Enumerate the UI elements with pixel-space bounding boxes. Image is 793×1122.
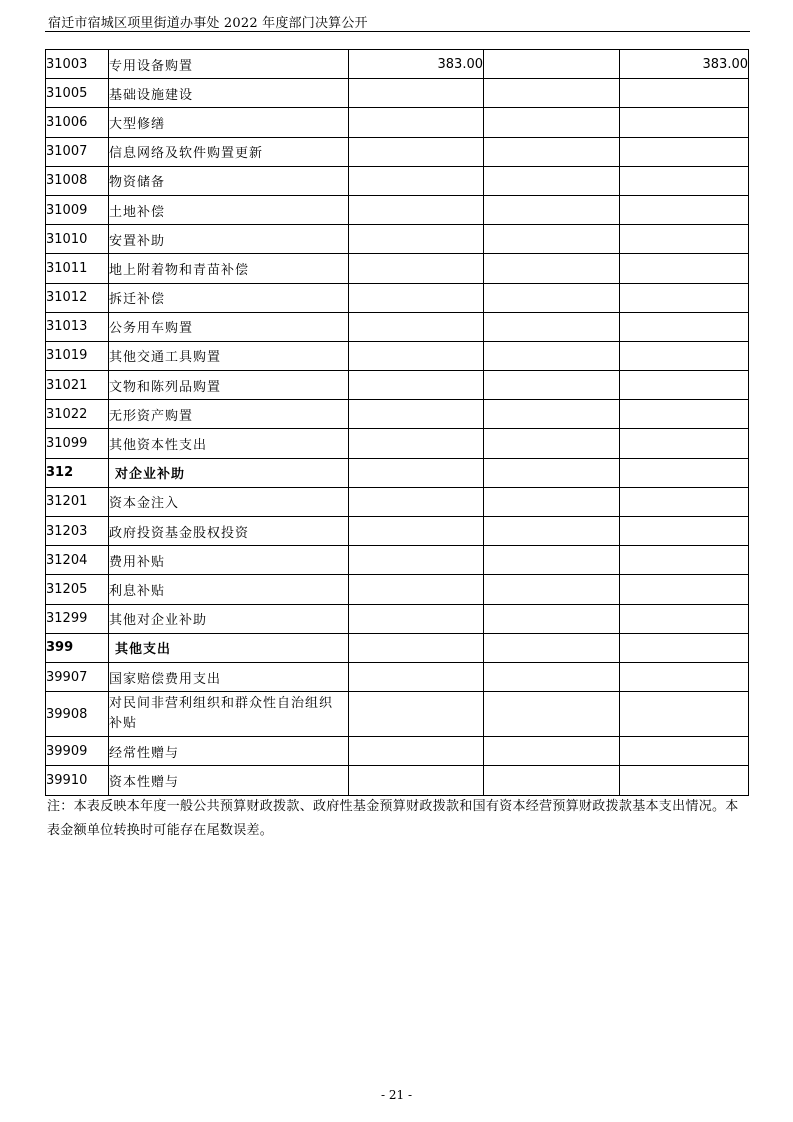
row-name: 经常性赠与 (109, 737, 349, 766)
row-value-2 (484, 692, 620, 737)
table-row (46, 517, 749, 546)
row-code: 39908 (46, 692, 109, 737)
row-value-2 (484, 225, 620, 254)
row-name: 其他对企业补助 (109, 604, 349, 633)
table-row (46, 341, 749, 370)
row-value-2 (484, 312, 620, 341)
row-code: 39907 (46, 662, 109, 691)
row-value-1 (349, 546, 484, 575)
row-name: 拆迁补偿 (109, 283, 349, 312)
row-value-3 (620, 458, 749, 487)
row-code: 31204 (46, 546, 109, 575)
row-value-1 (349, 195, 484, 224)
row-value-3 (620, 737, 749, 766)
row-value-1: 383.00 (349, 50, 484, 79)
table-row (46, 225, 749, 254)
expenditure-table (45, 49, 749, 796)
row-code: 31006 (46, 108, 109, 137)
row-code: 31010 (46, 225, 109, 254)
row-value-1 (349, 341, 484, 370)
row-value-2 (484, 766, 620, 795)
table-row (46, 487, 749, 516)
document-header: 宿迁市宿城区项里街道办事处 2022 年度部门决算公开 (48, 16, 368, 31)
row-value-2 (484, 633, 620, 662)
row-value-1 (349, 458, 484, 487)
row-value-2 (484, 458, 620, 487)
row-value-1 (349, 633, 484, 662)
row-value-2 (484, 517, 620, 546)
table-group-row (46, 458, 749, 487)
row-code: 31005 (46, 79, 109, 108)
row-value-2 (484, 50, 620, 79)
row-value-1 (349, 487, 484, 516)
table-row (46, 662, 749, 691)
row-value-2 (484, 195, 620, 224)
row-value-2 (484, 604, 620, 633)
row-value-3 (620, 225, 749, 254)
row-value-2 (484, 79, 620, 108)
row-name: 资本金注入 (109, 487, 349, 516)
row-code: 39910 (46, 766, 109, 795)
row-value-2 (484, 737, 620, 766)
row-value-1 (349, 766, 484, 795)
row-name: 其他资本性支出 (109, 429, 349, 458)
row-code: 31203 (46, 517, 109, 546)
row-name: 地上附着物和青苗补偿 (109, 254, 349, 283)
group-name: 对企业补助 (109, 458, 349, 487)
row-value-3 (620, 692, 749, 737)
row-code: 31008 (46, 166, 109, 195)
row-value-3 (620, 400, 749, 429)
table-row (46, 371, 749, 400)
table-row (46, 604, 749, 633)
table-row (46, 137, 749, 166)
row-code: 31022 (46, 400, 109, 429)
row-value-2 (484, 166, 620, 195)
row-value-2 (484, 400, 620, 429)
table-note: 注：本表反映本年度一般公共预算财政拨款、政府性基金预算财政拨款和国有资本经营预算财政拨款基本支出情况。本表金额单位转换时可能存在尾数误差。 (47, 799, 739, 838)
row-value-2 (484, 283, 620, 312)
row-name: 文物和陈列品购置 (109, 371, 349, 400)
row-name: 对民间非营利组织和群众性自治组织补贴 (109, 692, 349, 737)
row-value-3 (620, 166, 749, 195)
row-value-1 (349, 254, 484, 283)
row-name: 费用补贴 (109, 546, 349, 575)
row-value-1 (349, 662, 484, 691)
row-name: 国家赔偿费用支出 (109, 662, 349, 691)
row-value-2 (484, 429, 620, 458)
row-value-2 (484, 341, 620, 370)
row-value-1 (349, 283, 484, 312)
row-name: 政府投资基金股权投资 (109, 517, 349, 546)
row-value-1 (349, 371, 484, 400)
row-value-3 (620, 254, 749, 283)
row-value-3 (620, 662, 749, 691)
row-name: 土地补偿 (109, 195, 349, 224)
row-value-1 (349, 166, 484, 195)
row-value-1 (349, 429, 484, 458)
row-name: 资本性赠与 (109, 766, 349, 795)
row-name: 其他交通工具购置 (109, 341, 349, 370)
row-code: 31205 (46, 575, 109, 604)
row-value-1 (349, 137, 484, 166)
table-row (46, 195, 749, 224)
row-value-3 (620, 546, 749, 575)
table-row (46, 254, 749, 283)
row-value-1 (349, 517, 484, 546)
row-value-3 (620, 195, 749, 224)
row-value-3 (620, 487, 749, 516)
row-name: 公务用车购置 (109, 312, 349, 341)
row-code: 31011 (46, 254, 109, 283)
row-value-3 (620, 341, 749, 370)
row-code: 31003 (46, 50, 109, 79)
row-value-1 (349, 312, 484, 341)
table-row (46, 429, 749, 458)
row-value-2 (484, 371, 620, 400)
row-name: 利息补贴 (109, 575, 349, 604)
row-value-3 (620, 429, 749, 458)
table-row (46, 737, 749, 766)
row-code: 31021 (46, 371, 109, 400)
row-value-3: 383.00 (620, 50, 749, 79)
row-name: 安置补助 (109, 225, 349, 254)
row-code: 31099 (46, 429, 109, 458)
group-code: 312 (46, 458, 109, 487)
table-row (46, 283, 749, 312)
row-value-2 (484, 108, 620, 137)
table-row (46, 79, 749, 108)
row-value-1 (349, 400, 484, 429)
table-row (46, 546, 749, 575)
table-row (46, 312, 749, 341)
table-row (46, 692, 749, 737)
row-value-1 (349, 575, 484, 604)
row-name: 基础设施建设 (109, 79, 349, 108)
row-value-3 (620, 137, 749, 166)
row-value-2 (484, 546, 620, 575)
row-value-3 (620, 766, 749, 795)
row-value-1 (349, 737, 484, 766)
header-rule (45, 31, 750, 32)
row-code: 31013 (46, 312, 109, 341)
row-value-3 (620, 312, 749, 341)
row-name: 专用设备购置 (109, 50, 349, 79)
row-name: 信息网络及软件购置更新 (109, 137, 349, 166)
row-value-3 (620, 575, 749, 604)
row-value-1 (349, 225, 484, 254)
row-code: 31007 (46, 137, 109, 166)
row-code: 31299 (46, 604, 109, 633)
row-code: 31012 (46, 283, 109, 312)
group-code: 399 (46, 633, 109, 662)
row-value-3 (620, 517, 749, 546)
row-code: 31019 (46, 341, 109, 370)
row-value-3 (620, 283, 749, 312)
row-value-2 (484, 137, 620, 166)
table-row (46, 766, 749, 795)
row-name: 无形资产购置 (109, 400, 349, 429)
row-value-3 (620, 604, 749, 633)
table-row (46, 166, 749, 195)
table-row (46, 400, 749, 429)
row-name: 大型修缮 (109, 108, 349, 137)
row-value-1 (349, 692, 484, 737)
table-group-row (46, 633, 749, 662)
table-row (46, 108, 749, 137)
table-row (46, 575, 749, 604)
row-value-2 (484, 575, 620, 604)
row-value-2 (484, 662, 620, 691)
row-value-3 (620, 371, 749, 400)
group-name: 其他支出 (109, 633, 349, 662)
row-value-1 (349, 79, 484, 108)
row-name: 物资储备 (109, 166, 349, 195)
row-value-3 (620, 108, 749, 137)
row-value-2 (484, 487, 620, 516)
table-row (46, 50, 749, 79)
row-code: 31201 (46, 487, 109, 516)
page-number: - 21 - (380, 1088, 412, 1102)
row-value-2 (484, 254, 620, 283)
row-value-1 (349, 604, 484, 633)
row-code: 39909 (46, 737, 109, 766)
row-code: 31009 (46, 195, 109, 224)
row-value-1 (349, 108, 484, 137)
row-value-3 (620, 633, 749, 662)
row-value-3 (620, 79, 749, 108)
